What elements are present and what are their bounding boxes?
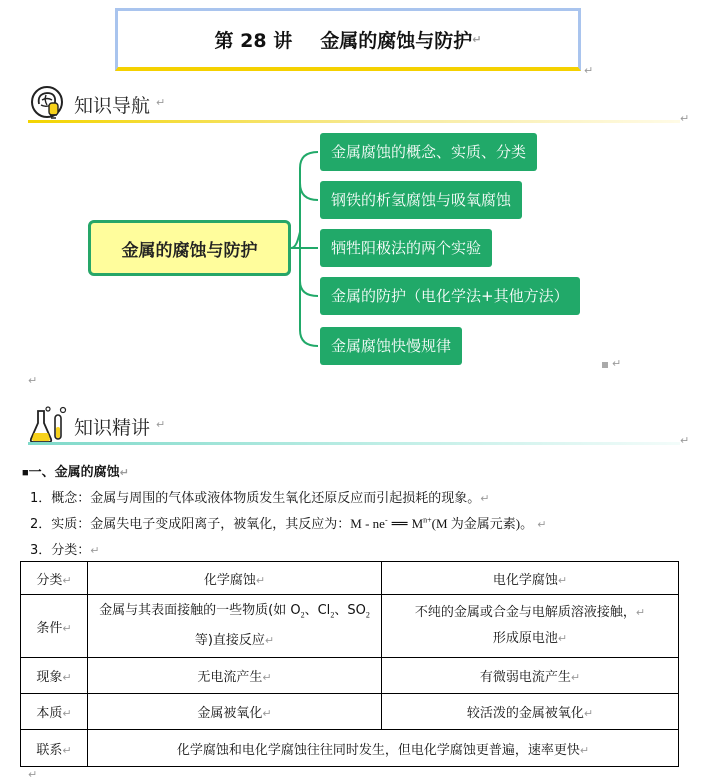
section-header-details [28,405,680,445]
concept-line: 1．概念：金属与周围的气体或液体物质发生氧化还原反应而引起损耗的现象。↵ [30,491,490,506]
table-row [21,658,679,694]
table-row [21,595,679,658]
lecture-topic: 金属的腐蚀与防护 [320,29,473,52]
essence-line: 2．实质：金属失电子变成阳离子，被氧化，其反应为：M - ne- ══ $M^{n+}(M$ 为金属元素)。 ↵ [30,515,547,532]
table-cell: 较活泼的金属被氧化↵ [382,694,679,730]
mindmap-root-node: 金属的腐蚀与防护 [88,220,291,276]
mindmap-branch-node: 牺牲阳极法的两个实验 [320,229,492,267]
paragraph-mark: ↵ [28,374,38,387]
table-cell-merged: 化学腐蚀和电化学腐蚀往往同时发生，但电化学腐蚀更普遍，速率更快↵ [88,730,679,767]
paragraph-mark: ↵ [612,357,622,370]
mindmap-branch-node: 金属腐蚀的概念、实质、分类 [320,133,537,171]
paragraph-mark: ↵ [28,768,38,781]
lecture-number: 第 28 讲 [214,29,293,52]
table-row [21,694,679,730]
table-cell-label: 条件↵ [21,595,88,658]
table-row [21,730,679,767]
table-cell: 无电流产生↵ [88,658,382,694]
table-header-cell: 化学腐蚀↵ [88,562,382,595]
table-cell-label: 本质↵ [21,694,88,730]
lab-flask-icon [28,405,68,445]
table-cell: 不纯的金属或合金与电解质溶液接触，↵ 形成原电池↵ [382,595,679,658]
section-underline [28,442,680,445]
mindmap-branch-node: 金属的防护（电化学法+其他方法） [320,277,580,315]
classification-table [20,561,679,767]
paragraph-mark: ↵ [472,32,482,46]
section-title: 知识导航 [74,95,151,117]
anchor-marker [602,362,608,368]
paragraph-mark: ↵ [680,112,690,125]
table-cell-label: 联系↵ [21,730,88,767]
section-heading: ■一、金属的腐蚀↵ [22,465,129,480]
section-title: 知识精讲 [74,417,151,439]
mindmap-branch-node: 金属腐蚀快慢规律 [320,327,462,365]
paragraph-mark: ↵ [156,418,166,431]
paragraph-mark: ↵ [680,434,690,447]
table-cell: 金属被氧化↵ [88,694,382,730]
table-header-cell: 电化学腐蚀↵ [382,562,679,595]
table-cell: 金属与其表面接触的一些物质(如 $O_2$、$Cl_2$、$SO_2$ 等)直接反应↵ [88,595,382,658]
table-header-cell: 分类↵ [21,562,88,595]
table-cell: 有微弱电流产生↵ [382,658,679,694]
paragraph-mark: ↵ [156,96,166,109]
mindmap-branch-node: 钢铁的析氢腐蚀与吸氧腐蚀 [320,181,522,219]
paragraph-mark: ↵ [584,64,594,77]
table-header-row [21,562,679,595]
table-cell-label: 现象↵ [21,658,88,694]
classify-line: 3．分类：↵ [30,543,100,558]
